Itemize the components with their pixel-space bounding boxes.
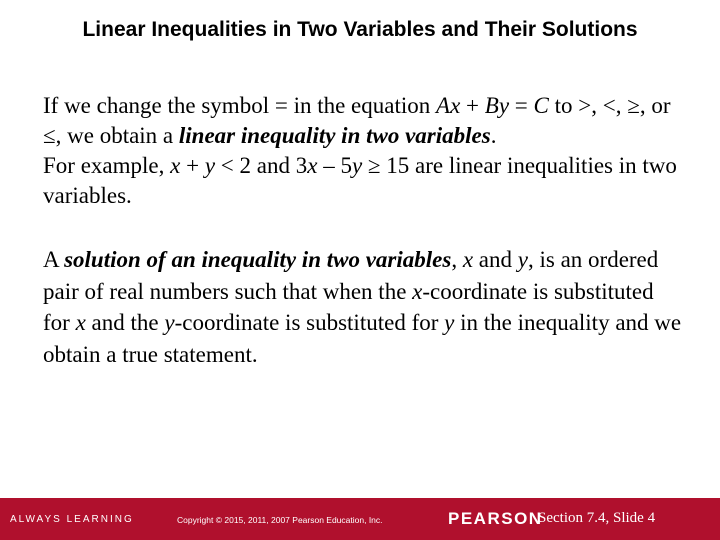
equals-sign: = xyxy=(509,93,534,118)
constant-c: C xyxy=(533,93,549,118)
coefficient-a: A xyxy=(436,93,451,118)
pearson-logo: PEARSON xyxy=(448,509,543,528)
variable-x: x xyxy=(450,93,461,118)
example-text: < 2 and 3 xyxy=(215,153,308,178)
variable-x: x xyxy=(307,153,318,178)
variable-y: y xyxy=(164,310,175,335)
slide-number: Section 7.4, Slide 4 xyxy=(538,510,656,526)
coefficient-b: B xyxy=(484,93,499,118)
plus-sign: + xyxy=(180,153,205,178)
comma: , xyxy=(451,247,463,272)
slide-title: Linear Inequalities in Two Variables and Their Solutions xyxy=(82,18,638,41)
minus-text: – 5 xyxy=(317,153,352,178)
variable-y: y xyxy=(517,247,528,272)
definition-text: -coordinate is substituted for xyxy=(43,278,654,335)
intro-text: If we change the symbol = in the equation xyxy=(43,93,436,118)
paragraph-spacer xyxy=(43,211,683,244)
definition-text-end: in the inequality and we obtain a true statement. xyxy=(43,310,682,367)
footer-bar xyxy=(0,498,720,540)
example-paragraph xyxy=(43,151,683,211)
period: . xyxy=(490,123,497,148)
slide-body xyxy=(43,91,683,370)
definition-text: , is an ordered pair of real numbers such that when the xyxy=(43,247,659,304)
variable-y: y xyxy=(204,153,216,178)
example-text-end: ≥ 15 are linear inequalities in two variables. xyxy=(43,153,677,208)
definition-text: -coordinate is substituted for xyxy=(174,310,445,335)
definition-text: A xyxy=(43,247,65,272)
solution-term: solution of an inequality in two variables xyxy=(64,247,452,272)
variable-y: y xyxy=(444,310,455,335)
variable-x: x xyxy=(462,247,474,272)
definition-paragraph xyxy=(43,244,683,370)
variable-y: y xyxy=(498,93,510,118)
intro-paragraph xyxy=(43,91,683,151)
example-text: For example, xyxy=(43,153,171,178)
variable-x: x xyxy=(170,153,181,178)
definition-text: and xyxy=(473,247,518,272)
variable-x: x xyxy=(75,310,86,335)
variable-x: x xyxy=(412,278,423,304)
footer-copyright: Copyright © 2015, 2011, 2007 Pearson Education, Inc. xyxy=(177,515,383,525)
footer-tagline: ALWAYS LEARNING xyxy=(10,514,134,525)
variable-y: y xyxy=(351,153,363,178)
plus-sign: + xyxy=(460,93,485,118)
definition-text: and the xyxy=(85,310,165,335)
linear-inequality-term: linear inequality in two variables xyxy=(178,123,491,148)
intro-text-cont: to >, <, ≥, or ≤, we obtain a xyxy=(43,93,671,148)
